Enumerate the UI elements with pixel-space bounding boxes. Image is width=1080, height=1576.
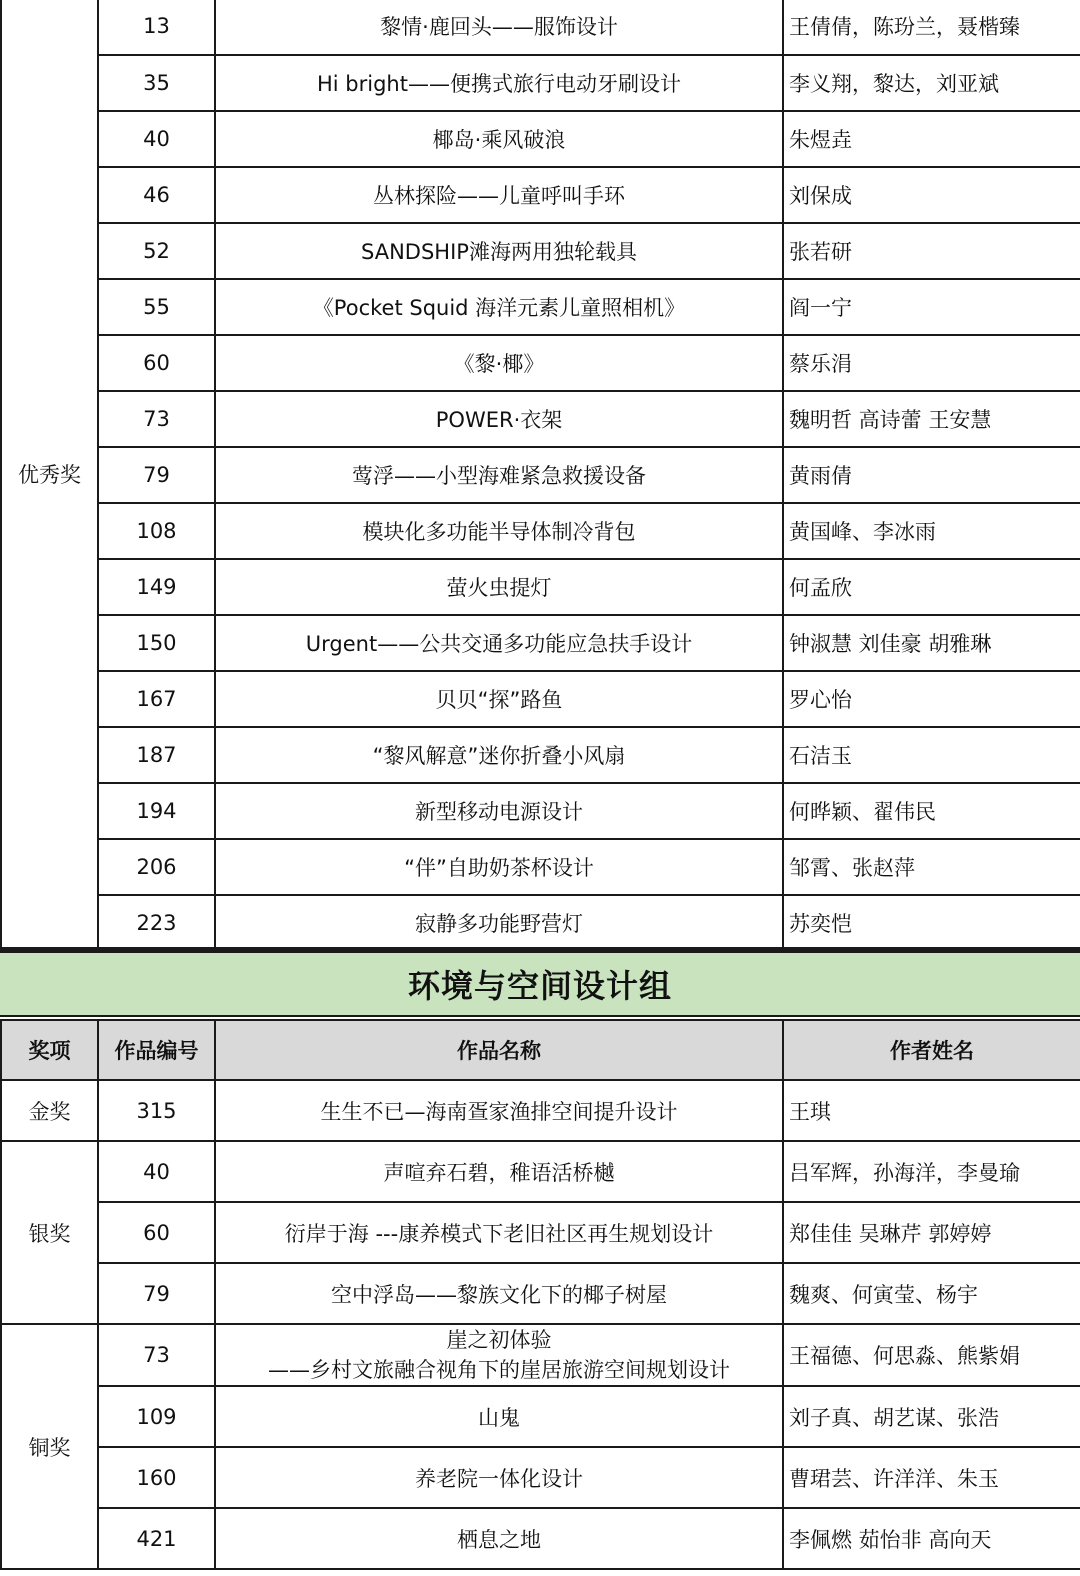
award-excellence: 优秀奖 (1, 0, 98, 951)
table-row (1, 1141, 1080, 1202)
work-title: 萤火虫提灯 (215, 559, 783, 615)
award-bronze: 铜奖 (1, 1324, 98, 1569)
work-id: 109 (98, 1386, 215, 1447)
work-authors: 刘子真、胡艺谋、张浩 (783, 1386, 1080, 1447)
header-id: 作品编号 (98, 1020, 215, 1080)
table-row (1, 615, 1080, 671)
work-authors: 魏明哲 高诗蕾 王安慧 (783, 391, 1080, 447)
table-row (1, 279, 1080, 335)
work-authors: 石洁玉 (783, 727, 1080, 783)
table-row (1, 1508, 1080, 1569)
work-authors: 黄雨倩 (783, 447, 1080, 503)
work-authors: 苏奕恺 (783, 895, 1080, 951)
work-title: “伴”自助奶茶杯设计 (215, 839, 783, 895)
work-title: 丛林探险——儿童呼叫手环 (215, 167, 783, 223)
work-title: 椰岛·乘风破浪 (215, 111, 783, 167)
table-row (1, 447, 1080, 503)
table-row (1, 559, 1080, 615)
work-authors: 何晔颖、翟伟民 (783, 783, 1080, 839)
group-heading-bar (0, 951, 1080, 1017)
table-row (1, 727, 1080, 783)
table-row (1, 111, 1080, 167)
work-id: 167 (98, 671, 215, 727)
work-authors: 刘保成 (783, 167, 1080, 223)
work-title: 栖息之地 (215, 1508, 783, 1569)
work-authors: 李佩燃 茹怡非 高向天 (783, 1508, 1080, 1569)
group-heading: 环境与空间设计组 (407, 967, 672, 1005)
table-row (1, 503, 1080, 559)
work-title: 莺浮——小型海难紧急救援设备 (215, 447, 783, 503)
work-id: 194 (98, 783, 215, 839)
header-title: 作品名称 (215, 1020, 783, 1080)
table-row (1, 167, 1080, 223)
work-authors: 张若研 (783, 223, 1080, 279)
work-authors: 邹霄、张赵萍 (783, 839, 1080, 895)
table-row (1, 391, 1080, 447)
work-id: 79 (98, 1263, 215, 1324)
work-id: 206 (98, 839, 215, 895)
work-id: 55 (98, 279, 215, 335)
table-row (1, 1324, 1080, 1386)
award-gold: 金奖 (1, 1080, 98, 1141)
work-authors: 王福德、何思淼、熊紫娟 (783, 1324, 1080, 1386)
work-id: 13 (98, 0, 215, 55)
work-id: 40 (98, 111, 215, 167)
work-title: 《黎·椰》 (215, 335, 783, 391)
work-authors: 曹珺芸、许洋洋、朱玉 (783, 1447, 1080, 1508)
work-authors: 钟淑慧 刘佳豪 胡雅琳 (783, 615, 1080, 671)
work-authors: 何孟欣 (783, 559, 1080, 615)
table-row (1, 1386, 1080, 1447)
work-title: 生生不已—海南疍家渔排空间提升设计 (215, 1080, 783, 1141)
work-id: 46 (98, 167, 215, 223)
table-row (1, 895, 1080, 951)
work-title: 寂静多功能野营灯 (215, 895, 783, 951)
work-authors: 阎一宁 (783, 279, 1080, 335)
work-authors: 魏爽、何寅莹、杨宇 (783, 1263, 1080, 1324)
work-title: “黎风解意”迷你折叠小风扇 (215, 727, 783, 783)
work-id: 73 (98, 391, 215, 447)
work-id: 52 (98, 223, 215, 279)
work-id: 60 (98, 1202, 215, 1263)
work-id: 108 (98, 503, 215, 559)
work-title: 黎情·鹿回头——服饰设计 (215, 0, 783, 55)
work-authors: 罗心怡 (783, 671, 1080, 727)
work-id: 223 (98, 895, 215, 951)
work-authors: 吕军辉，孙海洋，李曼瑜 (783, 1141, 1080, 1202)
work-title: 《Pocket Squid 海洋元素儿童照相机》 (215, 279, 783, 335)
table-row (1, 839, 1080, 895)
environment-space-table (0, 1019, 1080, 1570)
header-authors: 作者姓名 (783, 1020, 1080, 1080)
work-title: 新型移动电源设计 (215, 783, 783, 839)
work-title: Urgent——公共交通多功能应急扶手设计 (215, 615, 783, 671)
work-id: 149 (98, 559, 215, 615)
work-title: 贝贝“探”路鱼 (215, 671, 783, 727)
award-silver: 银奖 (1, 1141, 98, 1324)
table-row (1, 671, 1080, 727)
work-authors: 王琪 (783, 1080, 1080, 1141)
work-title: Hi bright——便携式旅行电动牙刷设计 (215, 55, 783, 111)
work-id: 150 (98, 615, 215, 671)
work-id: 60 (98, 335, 215, 391)
work-title: 养老院一体化设计 (215, 1447, 783, 1508)
work-title: POWER·衣架 (215, 391, 783, 447)
work-title-line-1: 崖之初体验 (446, 1328, 552, 1352)
table-row (1, 1447, 1080, 1508)
work-id: 73 (98, 1324, 215, 1386)
work-authors: 黄国峰、李冰雨 (783, 503, 1080, 559)
table-row (1, 0, 1080, 55)
table-row (1, 783, 1080, 839)
work-authors: 郑佳佳 吴琳芹 郭婷婷 (783, 1202, 1080, 1263)
work-title (215, 1324, 783, 1386)
work-id: 421 (98, 1508, 215, 1569)
table-row (1, 55, 1080, 111)
table-row (1, 1080, 1080, 1141)
work-authors: 蔡乐涓 (783, 335, 1080, 391)
work-id: 160 (98, 1447, 215, 1508)
table-row (1, 1202, 1080, 1263)
work-authors: 王倩倩，陈玢兰，聂楷臻 (783, 0, 1080, 55)
table-row (1, 1263, 1080, 1324)
work-title: 山鬼 (215, 1386, 783, 1447)
work-id: 35 (98, 55, 215, 111)
work-authors: 李义翔，黎达，刘亚斌 (783, 55, 1080, 111)
table-row (1, 223, 1080, 279)
header-award: 奖项 (1, 1020, 98, 1080)
work-title: SANDSHIP滩海两用独轮载具 (215, 223, 783, 279)
work-id: 315 (98, 1080, 215, 1141)
work-title: 声喧弃石碧，稚语活桥樾 (215, 1141, 783, 1202)
work-id: 187 (98, 727, 215, 783)
work-id: 79 (98, 447, 215, 503)
work-authors: 朱煜垚 (783, 111, 1080, 167)
work-title: 衍岸于海 ---康养模式下老旧社区再生规划设计 (215, 1202, 783, 1263)
work-id: 40 (98, 1141, 215, 1202)
work-title-line-2: ——乡村文旅融合视角下的崖居旅游空间规划设计 (268, 1358, 730, 1382)
work-title: 模块化多功能半导体制冷背包 (215, 503, 783, 559)
work-title: 空中浮岛——黎族文化下的椰子树屋 (215, 1263, 783, 1324)
table-row (1, 335, 1080, 391)
